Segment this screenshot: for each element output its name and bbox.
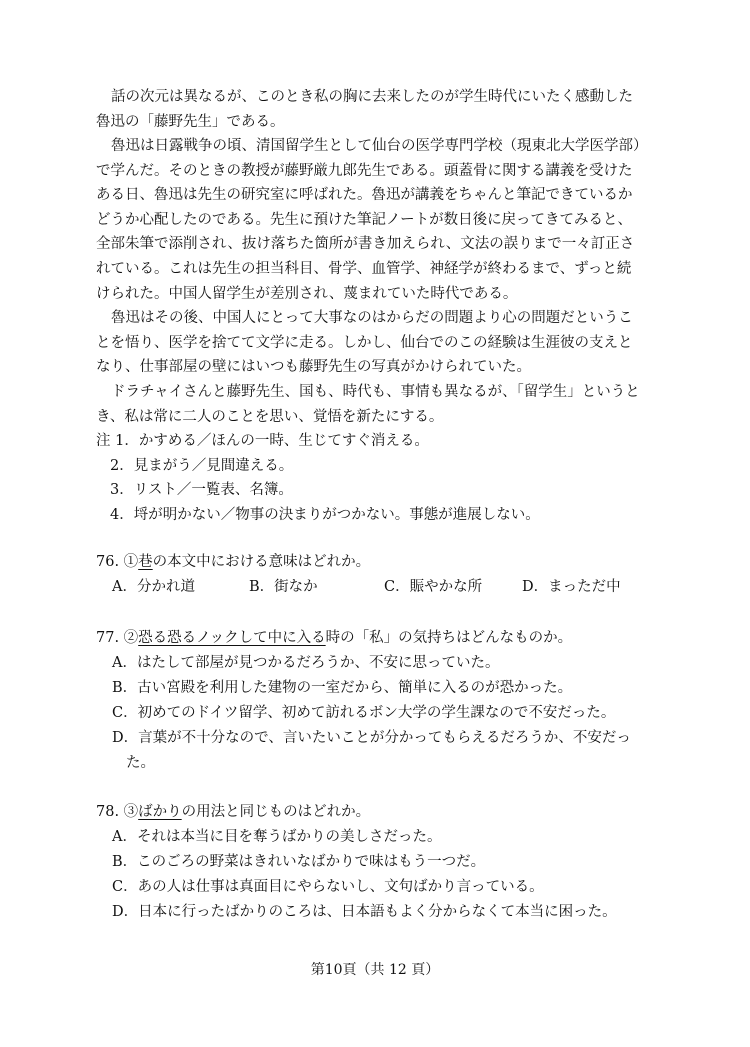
passage-line: き、私は常に二人のことを思い、覚悟を新たにする。 xyxy=(96,408,444,425)
question-number: 76. xyxy=(96,554,120,570)
question-stem xyxy=(96,800,676,825)
option-c[interactable]: C．初めてのドイツ留学、初めて訪れるボン大学の学生課なので不安だった。 xyxy=(112,705,616,721)
passage-line: とを悟り、医学を捨てて文学に走る。しかし、仙台でのこの経験は生涯彼の支えと xyxy=(96,334,633,351)
question-78 xyxy=(96,800,676,925)
question-text: の本文中における意味はどれか。 xyxy=(152,554,371,570)
vocabulary-notes xyxy=(96,429,671,527)
question-text: 時の「私」の気持ちはどんなものか。 xyxy=(325,630,573,646)
question-number: 77. xyxy=(96,630,120,646)
question-76 xyxy=(96,550,676,600)
question-stem xyxy=(96,626,676,651)
note-item: 注 1．かすめる／ほんの一時、生じてすぐ消える。 xyxy=(96,433,429,449)
passage-line: なり、仕事部屋の壁にはいつも藤野先生の写真がかけられていた。 xyxy=(96,359,531,376)
passage-line: 話の次元は異なるが、このとき私の胸に去来したのが学生時代にいたく感動した xyxy=(111,89,633,105)
option-a[interactable]: A．はたして部屋が見つかるだろうか、不安に思っていた。 xyxy=(112,655,500,671)
passage-paragraph-1 xyxy=(96,85,671,134)
options-row xyxy=(96,575,676,600)
passage-line: 魯迅は日露戦争の頃、清国留学生として仙台の医学専門学校（現東北大学医学部） xyxy=(111,138,648,154)
note-item: 3．リスト／一覧表、名簿。 xyxy=(110,482,293,499)
underlined-phrase: 巷 xyxy=(138,554,153,570)
option-a[interactable]: A．分かれ道 xyxy=(112,579,195,595)
option-c[interactable]: C．賑やかな所 xyxy=(384,579,483,595)
passage-line: 魯迅の「藤野先生」である。 xyxy=(96,113,285,130)
passage-line: どうか心配したのである。先生に預けた筆記ノートが数日後に戻ってきてみると、 xyxy=(96,211,633,228)
option-d[interactable]: D．まっただ中 xyxy=(522,579,621,595)
question-text: の用法と同じものはどれか。 xyxy=(181,804,371,820)
option-b[interactable]: B．このごろの野菜はきれいなばかりで味はもう一つだ。 xyxy=(112,854,486,870)
question-marker: ② xyxy=(123,630,139,646)
note-item: 4．埒が明かない／物事の決まりがつかない。事態が進展しない。 xyxy=(110,506,540,523)
passage-line: れている。これは先生の担当科目、骨学、血管学、神経学が終わるまで、ずっと続 xyxy=(96,260,632,277)
option-a[interactable]: A．それは本当に目を奪うばかりの美しさだった。 xyxy=(112,829,442,845)
passage-line: で学んだ。そのときの教授が藤野厳九郎先生である。頭蓋骨に関する講義を受けた xyxy=(96,162,633,179)
underlined-phrase: ばかり xyxy=(138,804,182,820)
option-b[interactable]: B．古い宮殿を利用した建物の一室だから、簡単に入るのが恐かった。 xyxy=(112,680,573,696)
passage-line: けられた。中国人留学生が差別され、蔑まれていた時代である。 xyxy=(96,285,518,302)
question-marker: ③ xyxy=(123,804,139,820)
question-77 xyxy=(96,626,676,776)
option-d[interactable]: D．日本に行ったばかりのころは、日本語もよく分からなくて本当に困った。 xyxy=(112,904,617,920)
passage-line: 全部朱筆で添削され、抜け落ちた箇所が書き加えられ、文法の誤りまで一々訂正さ xyxy=(96,236,635,253)
passage-line: ドラチャイさんと藤野先生、国も、時代も、事情も異なるが、「留学生」というと xyxy=(111,384,640,400)
passage-paragraph-2 xyxy=(96,134,671,306)
question-stem xyxy=(96,550,676,575)
option-b[interactable]: B．街なか xyxy=(249,579,318,595)
note-item: 2．見まがう／見間違える。 xyxy=(110,457,294,474)
question-number: 78. xyxy=(96,804,120,820)
passage-line: ある日、魯迅は先生の研究室に呼ばれた。魯迅が講義をちゃんと筆記できているか xyxy=(96,187,633,204)
page-footer xyxy=(0,960,750,980)
page-number-label: 第10頁（共 12 頁） xyxy=(310,962,440,978)
passage-paragraph-3 xyxy=(96,306,671,380)
underlined-phrase: 恐る恐るノックして中に入る xyxy=(138,630,326,646)
option-d-continuation: た。 xyxy=(126,755,155,771)
option-d[interactable]: D．言葉が不十分なので、言いたいことが分かってもらえるだろうか、不安だっ xyxy=(112,730,631,746)
passage-paragraph-4 xyxy=(96,380,671,429)
passage-line: 魯迅はその後、中国人にとって大事なのはからだの問題より心の問題だというこ xyxy=(111,310,633,326)
option-c[interactable]: C．あの人は仕事は真面目にやらないし、文句ばかり言っている。 xyxy=(112,879,544,895)
question-marker: ① xyxy=(123,554,139,570)
